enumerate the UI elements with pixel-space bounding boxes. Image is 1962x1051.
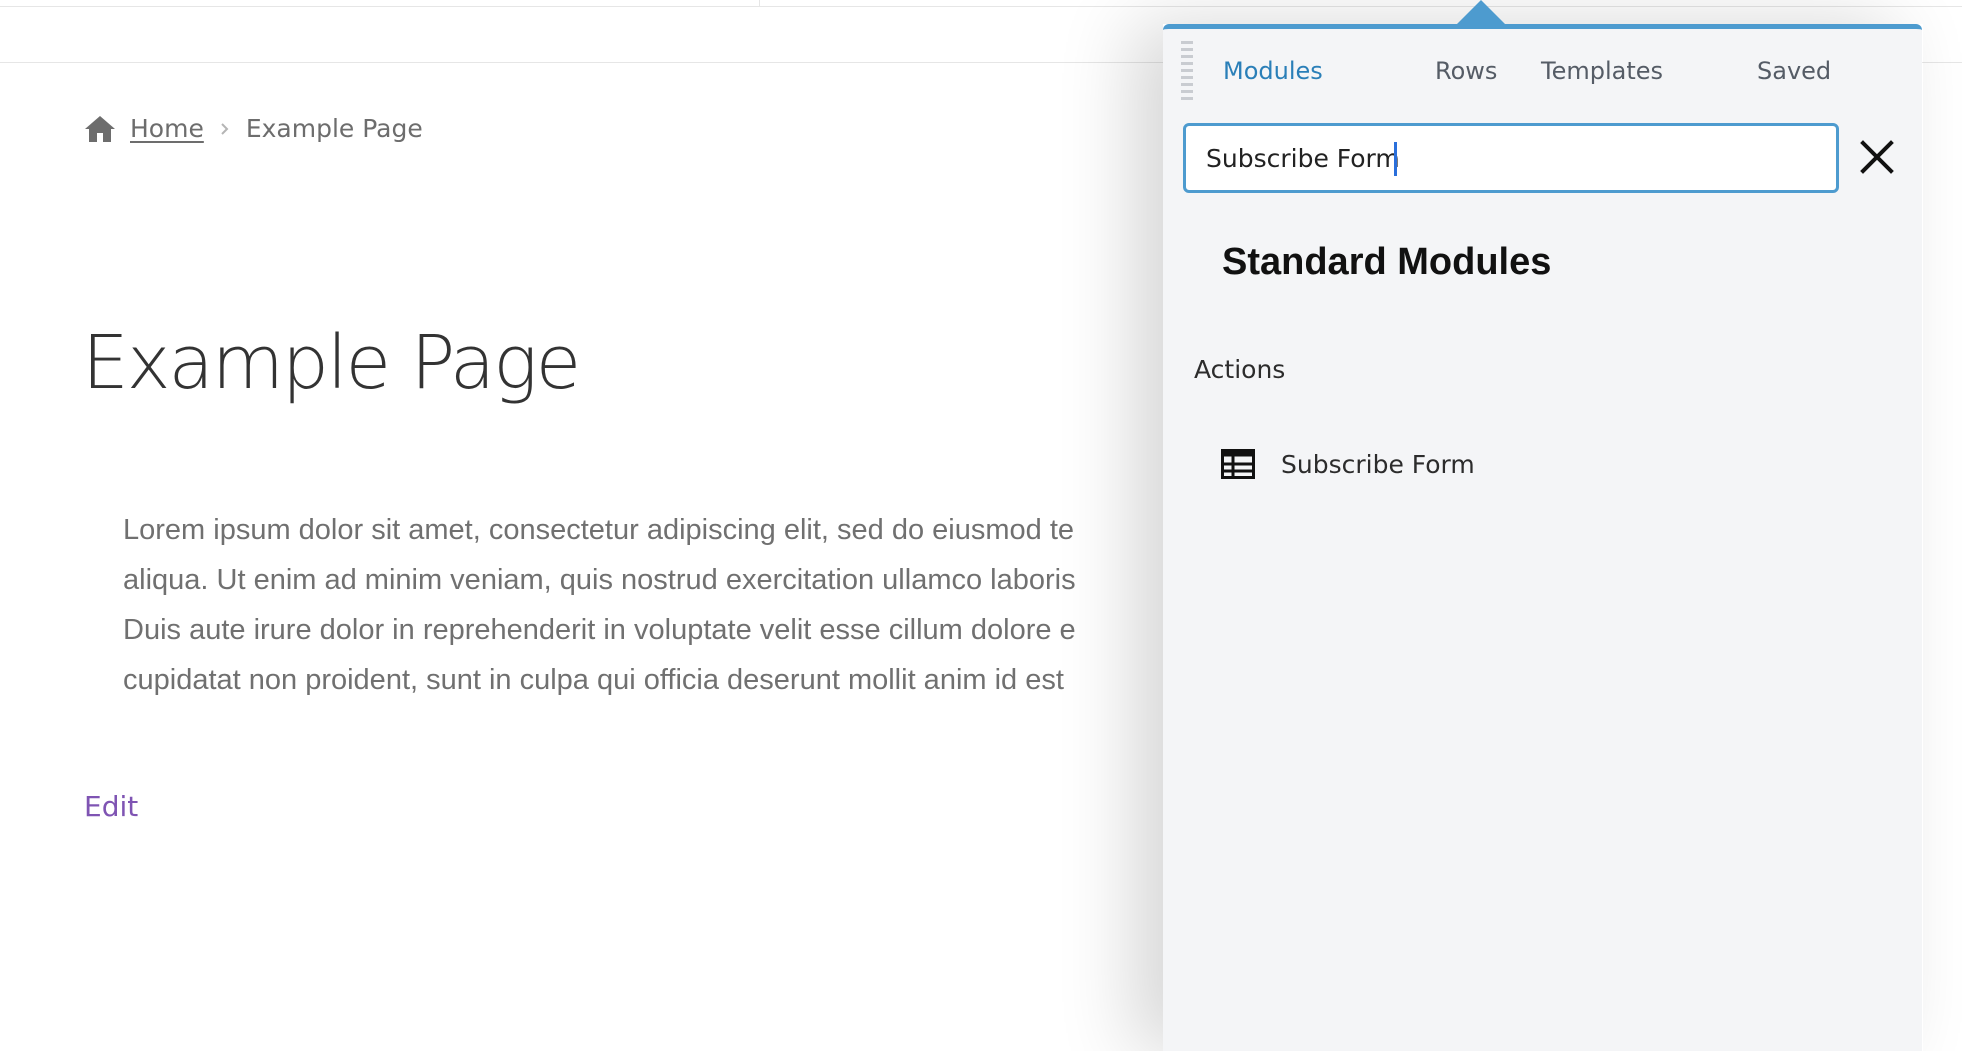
drag-handle[interactable] <box>1181 41 1193 101</box>
breadcrumb <box>84 114 423 143</box>
form-table-icon <box>1221 449 1255 479</box>
home-icon <box>84 115 116 143</box>
body-line: Lorem ipsum dolor sit amet, consectetur adipiscing elit, sed do eiusmod te <box>123 514 1075 546</box>
module-group-label: Actions <box>1194 355 1286 384</box>
chevron-right-icon <box>218 122 232 136</box>
text-caret <box>1394 142 1397 176</box>
header-column-divider <box>759 0 760 6</box>
search-input[interactable] <box>1186 126 1836 190</box>
header-divider-line <box>0 6 1962 7</box>
tab-rows[interactable]: Rows <box>1435 57 1498 85</box>
page-body-text <box>123 505 1163 705</box>
module-item-label: Subscribe Form <box>1281 449 1475 479</box>
breadcrumb-home-link[interactable]: Home <box>130 114 204 143</box>
content-panel <box>1163 24 1922 1051</box>
body-line: cupidatat non proident, sunt in culpa qui officia deserunt mollit anim id est <box>123 664 1064 696</box>
section-heading: Standard Modules <box>1222 241 1552 283</box>
page-title: Example Page <box>82 320 580 406</box>
close-icon[interactable] <box>1855 135 1899 179</box>
body-line: Duis aute irure dolor in reprehenderit in voluptate velit esse cillum dolore e <box>123 614 1076 646</box>
module-item-subscribe-form[interactable] <box>1221 444 1475 484</box>
edit-link[interactable]: Edit <box>84 790 139 823</box>
tab-modules[interactable]: Modules <box>1223 57 1323 85</box>
search-box <box>1183 123 1839 193</box>
breadcrumb-current: Example Page <box>245 114 423 143</box>
tab-templates[interactable]: Templates <box>1541 57 1664 85</box>
tab-saved[interactable]: Saved <box>1757 57 1832 85</box>
panel-pointer-arrow <box>1456 0 1506 25</box>
body-line: aliqua. Ut enim ad minim veniam, quis nostrud exercitation ullamco laboris <box>123 564 1076 596</box>
